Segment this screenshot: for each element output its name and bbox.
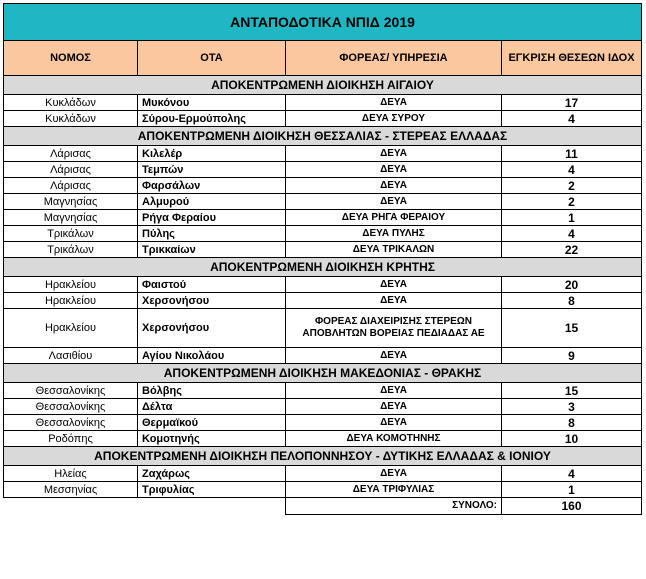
cell-count: 10 xyxy=(502,431,642,447)
table-row xyxy=(4,383,642,399)
cell-ota: Ρήγα Φεραίου xyxy=(138,210,286,226)
cell-ota: Τριφυλίας xyxy=(138,482,286,498)
cell-foreas: ΦΟΡΕΑΣ ΔΙΑΧΕΙΡΙΣΗΣ ΣΤΕΡΕΩΝ ΑΠΟΒΛΗΤΩΝ ΒΟΡΕΙΑΣ ΠΕΔΙΑΔΑΣ ΑΕ xyxy=(286,309,502,348)
section-row xyxy=(4,127,642,146)
cell-count: 4 xyxy=(502,226,642,242)
table-row xyxy=(4,194,642,210)
cell-nomos: Θεσσαλονίκης xyxy=(4,415,138,431)
table-row xyxy=(4,399,642,415)
header-nomos: ΝΟΜΟΣ xyxy=(4,41,138,76)
cell-ota: Σύρου-Ερμούπολης xyxy=(138,111,286,127)
cell-nomos: Κυκλάδων xyxy=(4,111,138,127)
document-page xyxy=(3,3,642,515)
table-row xyxy=(4,415,642,431)
cell-ota: Χερσονήσου xyxy=(138,293,286,309)
cell-count: 1 xyxy=(502,210,642,226)
header-ota: ΟΤΑ xyxy=(138,41,286,76)
cell-nomos: Λασιθίου xyxy=(4,348,138,364)
table-row xyxy=(4,293,642,309)
table-row xyxy=(4,242,642,258)
cell-foreas: ΔΕΥΑ xyxy=(286,348,502,364)
cell-count: 4 xyxy=(502,162,642,178)
cell-nomos: Μαγνησίας xyxy=(4,210,138,226)
cell-count: 22 xyxy=(502,242,642,258)
cell-count: 3 xyxy=(502,399,642,415)
cell-foreas: ΔΕΥΑ xyxy=(286,277,502,293)
cell-nomos: Ηλείας xyxy=(4,466,138,482)
section-row xyxy=(4,258,642,277)
cell-foreas: ΔΕΥΑ ΤΡΙΚΑΛΩΝ xyxy=(286,242,502,258)
section-title: ΑΠΟΚΕΝΤΡΩΜΕΝΗ ΔΙΟΙΚΗΣΗ ΜΑΚΕΔΟΝΙΑΣ - ΘΡΑΚΗΣ xyxy=(4,364,642,383)
total-row xyxy=(4,498,642,515)
section-row xyxy=(4,364,642,383)
table-row xyxy=(4,111,642,127)
cell-count: 1 xyxy=(502,482,642,498)
cell-foreas: ΔΕΥΑ xyxy=(286,162,502,178)
table-row xyxy=(4,210,642,226)
cell-ota: Αλμυρού xyxy=(138,194,286,210)
section-title: ΑΠΟΚΕΝΤΡΩΜΕΝΗ ΔΙΟΙΚΗΣΗ ΑΙΓΑΙΟΥ xyxy=(4,76,642,95)
cell-ota: Ζαχάρως xyxy=(138,466,286,482)
table-row xyxy=(4,309,642,348)
table-row xyxy=(4,162,642,178)
cell-nomos: Θεσσαλονίκης xyxy=(4,399,138,415)
cell-nomos: Τρικάλων xyxy=(4,226,138,242)
table-row xyxy=(4,466,642,482)
cell-ota: Πύλης xyxy=(138,226,286,242)
cell-ota: Τρικκαίων xyxy=(138,242,286,258)
cell-ota: Χερσονήσου xyxy=(138,309,286,348)
cell-foreas: ΔΕΥΑ ΡΗΓΑ ΦΕΡΑΙΟΥ xyxy=(286,210,502,226)
cell-count: 11 xyxy=(502,146,642,162)
table-row xyxy=(4,226,642,242)
cell-foreas: ΔΕΥΑ xyxy=(286,383,502,399)
total-label: ΣΥΝΟΛΟ: xyxy=(286,498,502,515)
cell-nomos: Θεσσαλονίκης xyxy=(4,383,138,399)
cell-count: 8 xyxy=(502,415,642,431)
cell-foreas: ΔΕΥΑ xyxy=(286,194,502,210)
cell-count: 4 xyxy=(502,466,642,482)
cell-ota: Αγίου Νικολάου xyxy=(138,348,286,364)
section-title: ΑΠΟΚΕΝΤΡΩΜΕΝΗ ΔΙΟΙΚΗΣΗ ΚΡΗΤΗΣ xyxy=(4,258,642,277)
cell-count: 15 xyxy=(502,383,642,399)
cell-foreas: ΔΕΥΑ ΤΡΙΦΥΛΙΑΣ xyxy=(286,482,502,498)
cell-nomos: Κυκλάδων xyxy=(4,95,138,111)
cell-nomos: Μαγνησίας xyxy=(4,194,138,210)
cell-count: 17 xyxy=(502,95,642,111)
cell-ota: Βόλβης xyxy=(138,383,286,399)
cell-foreas: ΔΕΥΑ xyxy=(286,146,502,162)
cell-count: 8 xyxy=(502,293,642,309)
cell-ota: Κιλελέρ xyxy=(138,146,286,162)
cell-count: 15 xyxy=(502,309,642,348)
cell-foreas: ΔΕΥΑ xyxy=(286,415,502,431)
cell-ota: Φαιστού xyxy=(138,277,286,293)
cell-foreas: ΔΕΥΑ ΣΥΡΟΥ xyxy=(286,111,502,127)
cell-foreas: ΔΕΥΑ xyxy=(286,399,502,415)
table-row xyxy=(4,178,642,194)
table-title: ΑΝΤΑΠΟΔΟΤΙΚΑ ΝΠΙΔ 2019 xyxy=(4,4,642,41)
section-row xyxy=(4,447,642,466)
header-foreas: ΦΟΡΕΑΣ/ ΥΠΗΡΕΣΙΑ xyxy=(286,41,502,76)
cell-nomos: Λάρισας xyxy=(4,162,138,178)
cell-foreas: ΔΕΥΑ xyxy=(286,178,502,194)
cell-nomos: Λάρισας xyxy=(4,178,138,194)
total-value: 160 xyxy=(502,498,642,515)
cell-nomos: Ροδόπης xyxy=(4,431,138,447)
cell-ota: Θερμαϊκού xyxy=(138,415,286,431)
cell-count: 9 xyxy=(502,348,642,364)
table-row xyxy=(4,277,642,293)
cell-nomos: Λάρισας xyxy=(4,146,138,162)
cell-nomos: Ηρακλείου xyxy=(4,309,138,348)
header-egkrisi: ΕΓΚΡΙΣΗ ΘΕΣΕΩΝ ΙΔΟΧ xyxy=(502,41,642,76)
cell-nomos: Τρικάλων xyxy=(4,242,138,258)
section-row xyxy=(4,76,642,95)
cell-foreas: ΔΕΥΑ ΠΥΛΗΣ xyxy=(286,226,502,242)
cell-ota: Φαρσάλων xyxy=(138,178,286,194)
cell-ota: Τεμπών xyxy=(138,162,286,178)
cell-ota: Δέλτα xyxy=(138,399,286,415)
cell-count: 20 xyxy=(502,277,642,293)
table-row xyxy=(4,95,642,111)
table-row xyxy=(4,146,642,162)
cell-nomos: Ηρακλείου xyxy=(4,277,138,293)
positions-table xyxy=(3,3,642,515)
cell-count: 2 xyxy=(502,178,642,194)
cell-ota: Κομοτηνής xyxy=(138,431,286,447)
total-spacer xyxy=(4,498,286,515)
cell-nomos: Ηρακλείου xyxy=(4,293,138,309)
section-title: ΑΠΟΚΕΝΤΡΩΜΕΝΗ ΔΙΟΙΚΗΣΗ ΘΕΣΣΑΛΙΑΣ - ΣΤΕΡΕΑΣ ΕΛΛΑΔΑΣ xyxy=(4,127,642,146)
cell-nomos: Μεσσηνίας xyxy=(4,482,138,498)
cell-ota: Μυκόνου xyxy=(138,95,286,111)
table-row xyxy=(4,348,642,364)
cell-count: 4 xyxy=(502,111,642,127)
header-row xyxy=(4,41,642,76)
table-row xyxy=(4,431,642,447)
cell-foreas: ΔΕΥΑ xyxy=(286,293,502,309)
table-row xyxy=(4,482,642,498)
cell-foreas: ΔΕΥΑ xyxy=(286,466,502,482)
cell-count: 2 xyxy=(502,194,642,210)
cell-foreas: ΔΕΥΑ xyxy=(286,95,502,111)
cell-foreas: ΔΕΥΑ ΚΟΜΟΤΗΝΗΣ xyxy=(286,431,502,447)
section-title: ΑΠΟΚΕΝΤΡΩΜΕΝΗ ΔΙΟΙΚΗΣΗ ΠΕΛΟΠΟΝΝΗΣΟΥ - ΔΥΤΙΚΗΣ ΕΛΛΑΔΑΣ & ΙΟΝΙΟΥ xyxy=(4,447,642,466)
